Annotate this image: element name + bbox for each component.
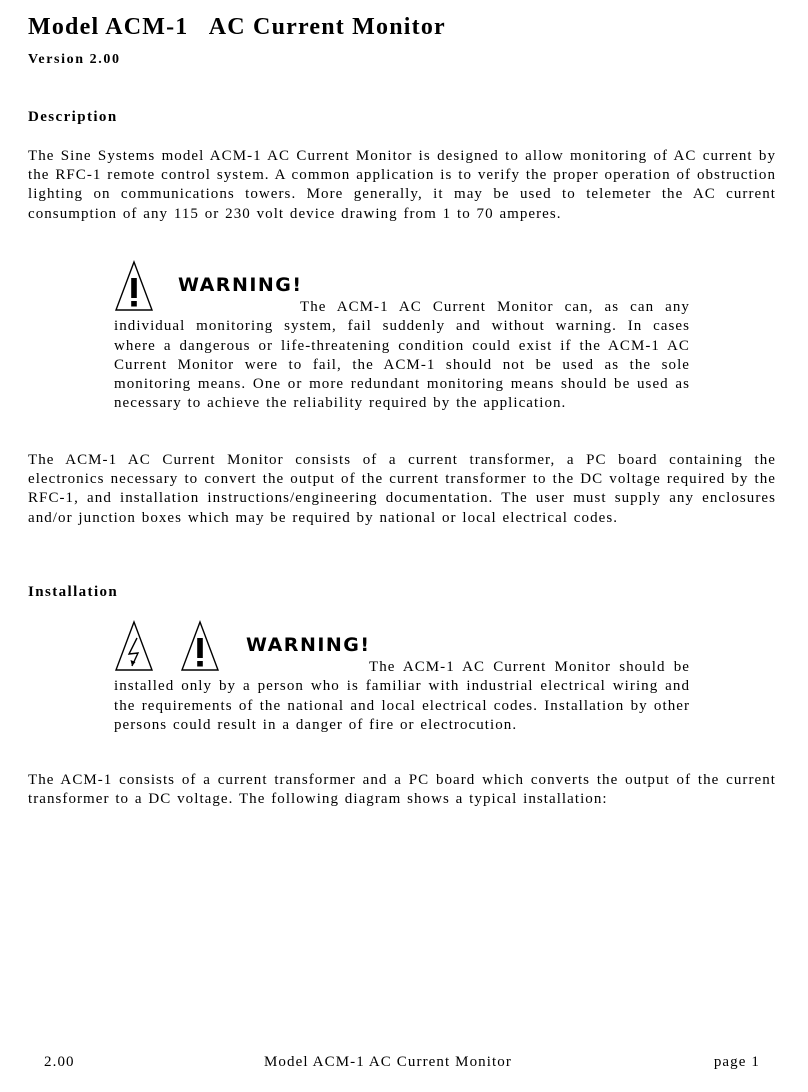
document-version: Version 2.00 — [28, 52, 121, 67]
warning-header — [114, 620, 690, 678]
caution-triangle-icon — [114, 260, 154, 312]
footer-page-number: page 1 — [713, 1054, 760, 1070]
description-contents-paragraph: The ACM-1 AC Current Monitor consists of a current transformer, a PC board containing the electronics necessary to convert the output of the current transformer to the DC voltage required by the RFC-1, and installation instructions/engineering documentation. The user must supply any enclosures and/or junction boxes which may be required by national or local electrical codes. — [28, 452, 776, 526]
electrical-hazard-icon — [114, 620, 154, 672]
installation-warning-text: The ACM-1 AC Current Monitor should be installed only by a person who is familiar with industrial electrical wiring and the requirements of the national and local electrical codes. Installation by other persons could result in a danger of fire or electrocution. — [114, 659, 690, 733]
installation-overview-paragraph: The ACM-1 consists of a current transformer and a PC board which converts the output of the current transformer to a DC voltage. The following diagram shows a typical installation: — [28, 772, 776, 808]
warning-label: WARNING! — [246, 634, 371, 656]
description-warning-box — [114, 260, 690, 414]
footer-title: Model ACM-1 AC Current Monitor — [264, 1054, 513, 1070]
caution-triangle-icon — [180, 620, 220, 672]
description-warning-text: The ACM-1 AC Current Monitor can, as can any individual monitoring system, fail suddenly and without warning. In cases where a dangerous or life-threatening condition could exist if the ACM-1 AC Current Monitor were to fail, the ACM-1 should not be used as the sole monitoring means. One or more redundant monitoring means should be used as necessary to achieve the reliability required by the application. — [114, 299, 690, 412]
installation-heading: Installation — [28, 584, 119, 600]
footer-version: 2.00 — [44, 1054, 75, 1070]
installation-warning-box — [114, 620, 690, 735]
description-intro-paragraph: The Sine Systems model ACM-1 AC Current Monitor is designed to allow monitoring of AC current by the RFC-1 remote control system. A common application is to verify the proper operation of obstruction lighting on communications towers. More generally, it may be used to telemeter the AC current consumption of any 115 or 230 volt device drawing from 1 to 70 amperes. — [28, 148, 776, 222]
warning-header — [114, 260, 690, 318]
warning-label: WARNING! — [178, 274, 303, 296]
document-title: Model ACM-1 AC Current Monitor — [28, 14, 446, 40]
description-heading: Description — [28, 109, 118, 125]
